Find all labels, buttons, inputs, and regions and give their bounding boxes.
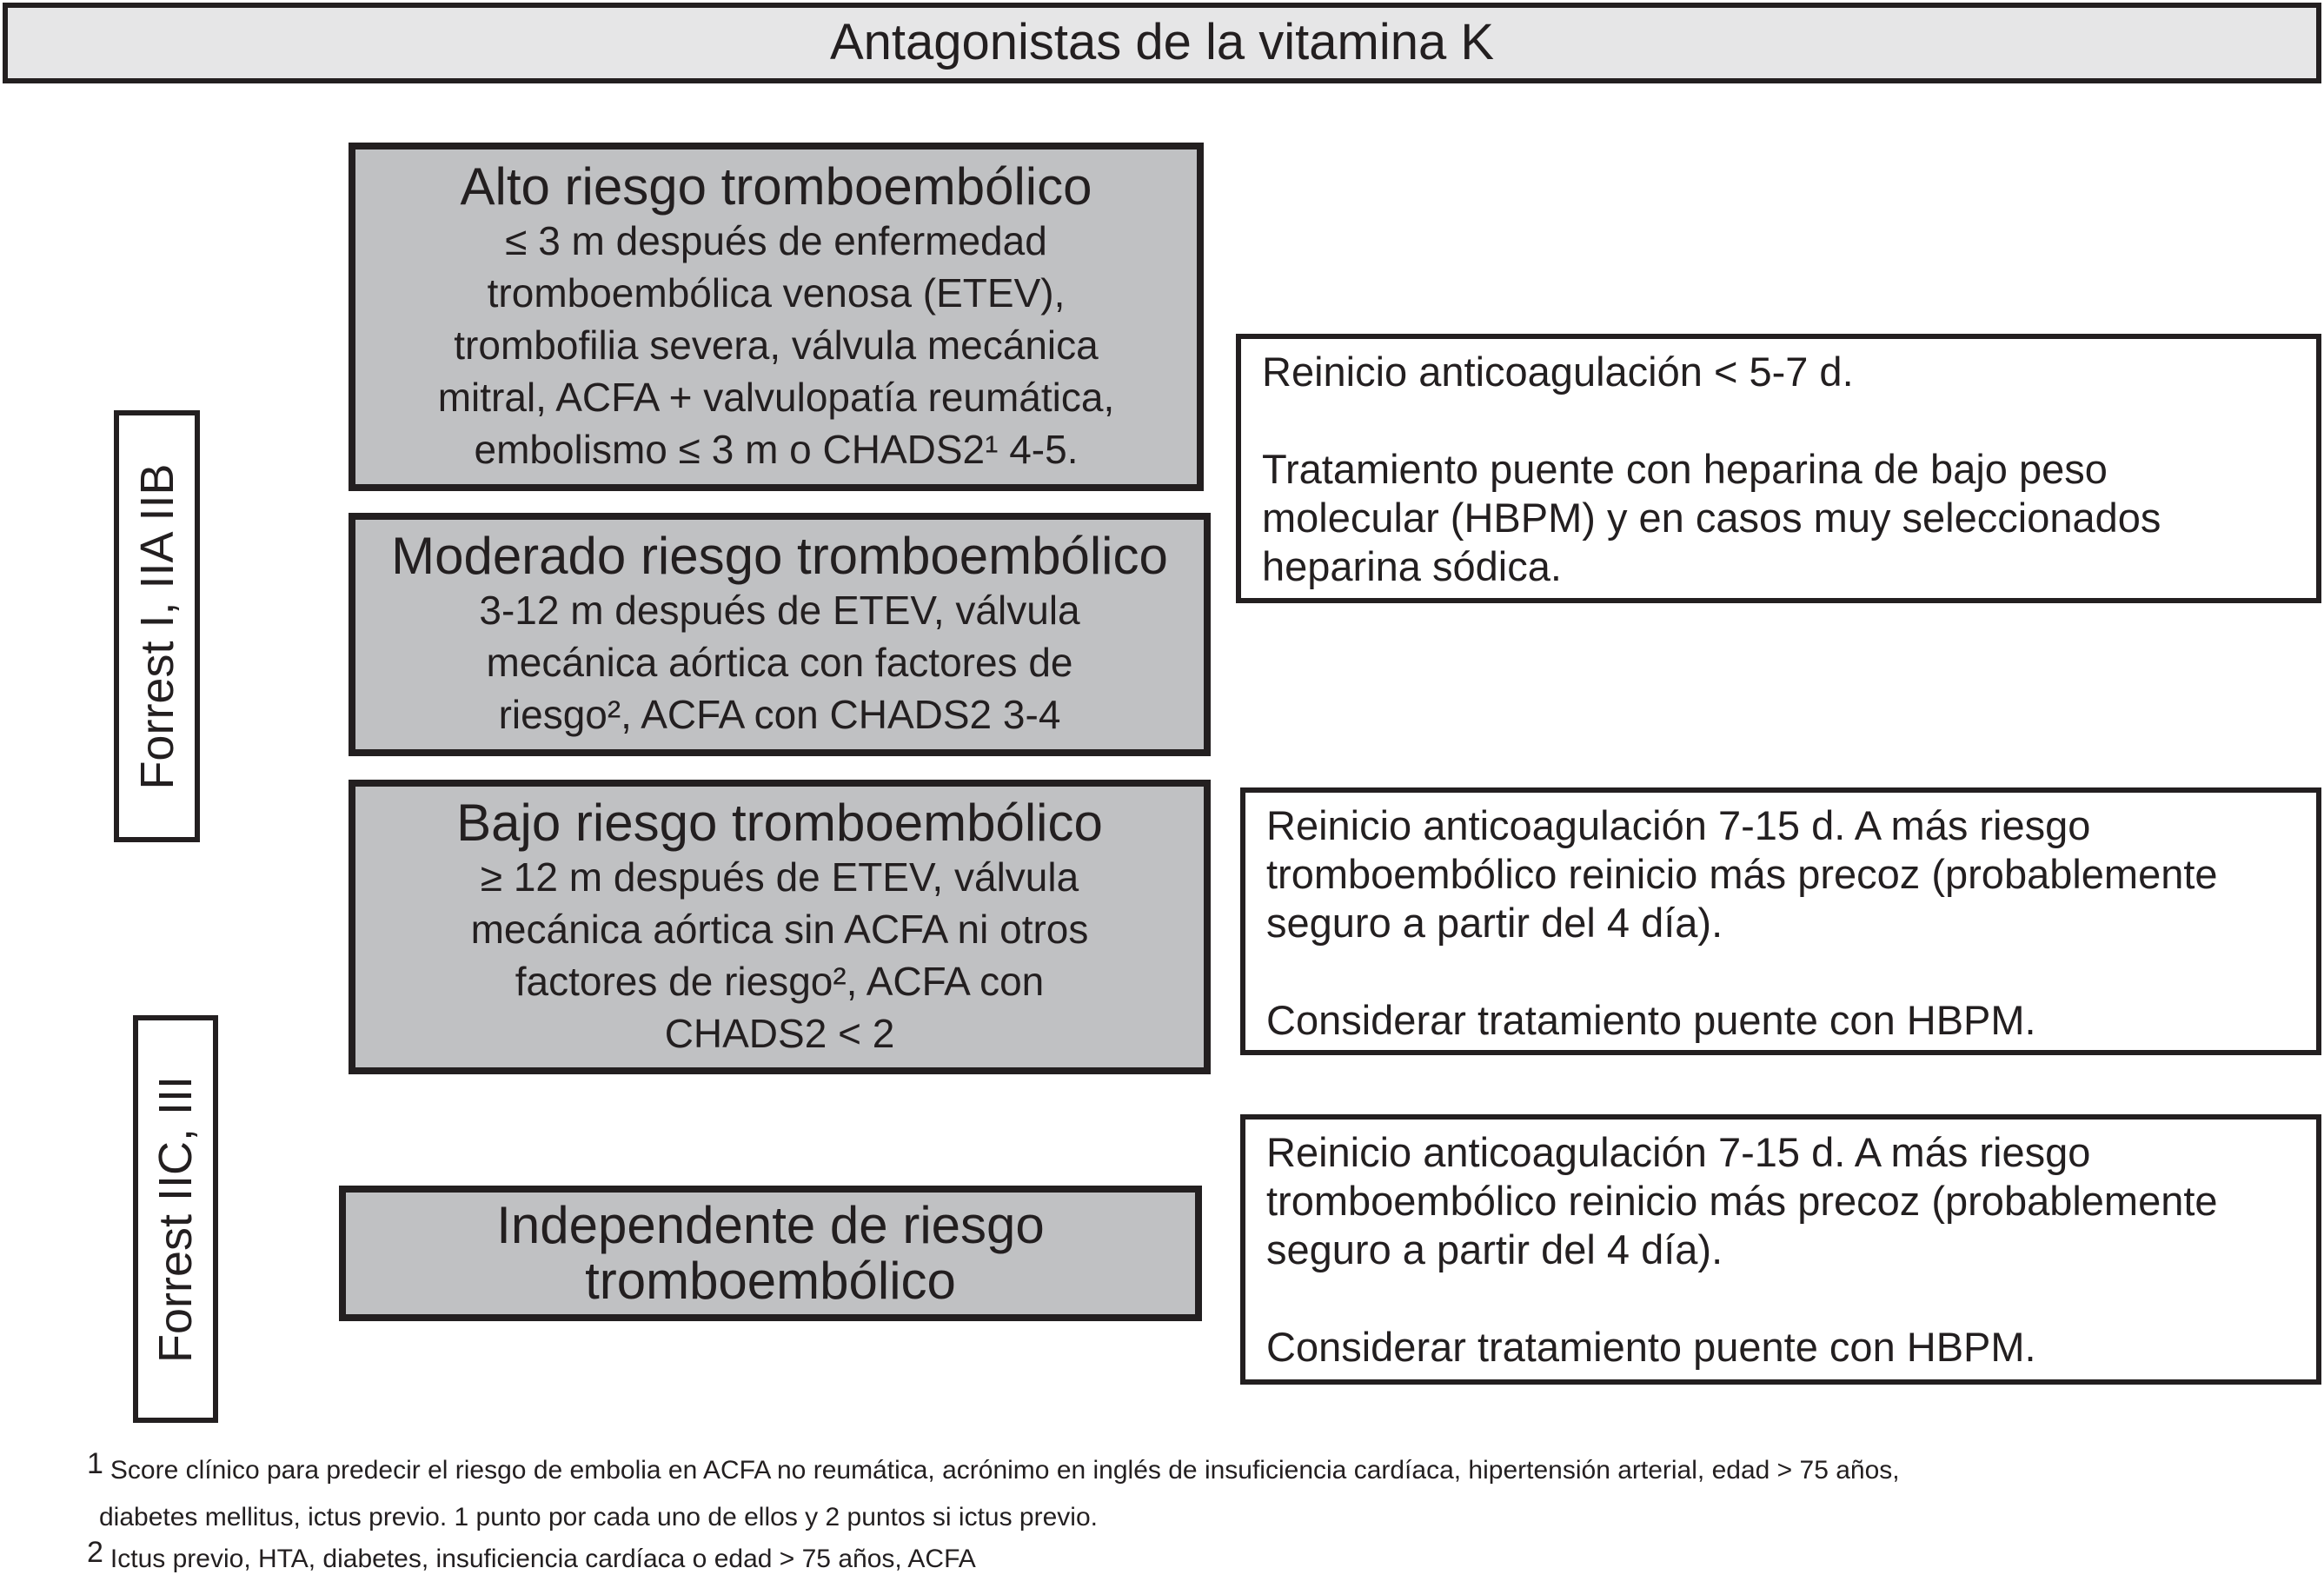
risk-line: mecánica aórtica con factores de bbox=[486, 640, 1073, 685]
risk-line: factores de riesgo², ACFA con bbox=[515, 958, 1045, 1004]
risk-line: embolismo ≤ 3 m o CHADS2¹ 4-5. bbox=[474, 426, 1079, 472]
risk-heading: Bajo riesgo tromboembólico bbox=[456, 793, 1103, 852]
risk-box-moderate bbox=[349, 513, 1211, 756]
recommendation-box-2 bbox=[1240, 787, 2321, 1055]
forrest-label-text: Forrest I, IIA IIB bbox=[130, 462, 183, 790]
risk-line: tromboembólico bbox=[585, 1252, 956, 1310]
footnote-text: Ictus previo, HTA, diabetes, insuficiencia cardíaca o edad > 75 años, ACFA bbox=[110, 1545, 976, 1573]
risk-line: ≥ 12 m después de ETEV, válvula bbox=[480, 854, 1079, 900]
diagram-title: Antagonistas de la vitamina K bbox=[3, 3, 2321, 83]
risk-line: 3-12 m después de ETEV, válvula bbox=[479, 588, 1080, 633]
risk-line: mitral, ACFA + valvulopatía reumática, bbox=[437, 374, 1115, 420]
risk-line: riesgo², ACFA con CHADS2 3-4 bbox=[498, 692, 1061, 737]
footnote-text: diabetes mellitus, ictus previo. 1 punto por cada uno de ellos y 2 puntos si ictus previo. bbox=[99, 1503, 1098, 1532]
recommendation-box-1 bbox=[1236, 334, 2321, 603]
recommendation-text: Considerar tratamiento puente con HBPM. bbox=[1266, 1324, 2036, 1370]
risk-line: mecánica aórtica sin ACFA ni otros bbox=[470, 906, 1089, 952]
footnote-2 bbox=[87, 1536, 976, 1575]
forrest-label-high bbox=[114, 410, 200, 842]
risk-heading: Alto riesgo tromboembólico bbox=[460, 156, 1092, 216]
forrest-label-low bbox=[133, 1015, 218, 1423]
risk-line: ≤ 3 m después de enfermedad bbox=[505, 217, 1047, 263]
recommendation-text: Reinicio anticoagulación 7-15 d. A más riesgo tromboembólico reinicio más precoz (probablemente seguro a partir del 4 día). bbox=[1266, 1129, 2218, 1272]
risk-line: CHADS2 < 2 bbox=[664, 1010, 895, 1056]
recommendation-text: Tratamiento puente con heparina de bajo peso molecular (HBPM) y en casos muy seleccionados heparina sódica. bbox=[1262, 446, 2161, 589]
footnote-mark: 1 bbox=[87, 1447, 103, 1480]
risk-box-independent bbox=[339, 1186, 1202, 1321]
risk-heading: Moderado riesgo tromboembólico bbox=[391, 527, 1168, 585]
footnote-mark: 2 bbox=[87, 1536, 103, 1569]
footnote-text: Score clínico para predecir el riesgo de embolia en ACFA no reumática, acrónimo en inglés de insuficiencia cardíaca, hipertensión arterial, edad > 75 años, bbox=[110, 1456, 1900, 1485]
risk-box-low bbox=[349, 780, 1211, 1074]
risk-box-high bbox=[349, 143, 1204, 491]
risk-heading: Independente de riesgo bbox=[496, 1196, 1045, 1254]
recommendation-text: Considerar tratamiento puente con HBPM. bbox=[1266, 997, 2036, 1043]
footnote-1 bbox=[87, 1447, 1900, 1533]
recommendation-box-3 bbox=[1240, 1114, 2321, 1385]
risk-line: tromboembólica venosa (ETEV), bbox=[487, 269, 1066, 316]
recommendation-text: Reinicio anticoagulación < 5-7 d. bbox=[1262, 349, 1854, 395]
recommendation-text: Reinicio anticoagulación 7-15 d. A más riesgo tromboembólico reinicio más precoz (probablemente seguro a partir del 4 día). bbox=[1266, 802, 2218, 946]
forrest-label-text: Forrest IIC, III bbox=[149, 1075, 202, 1363]
risk-line: trombofilia severa, válvula mecánica bbox=[454, 322, 1099, 368]
